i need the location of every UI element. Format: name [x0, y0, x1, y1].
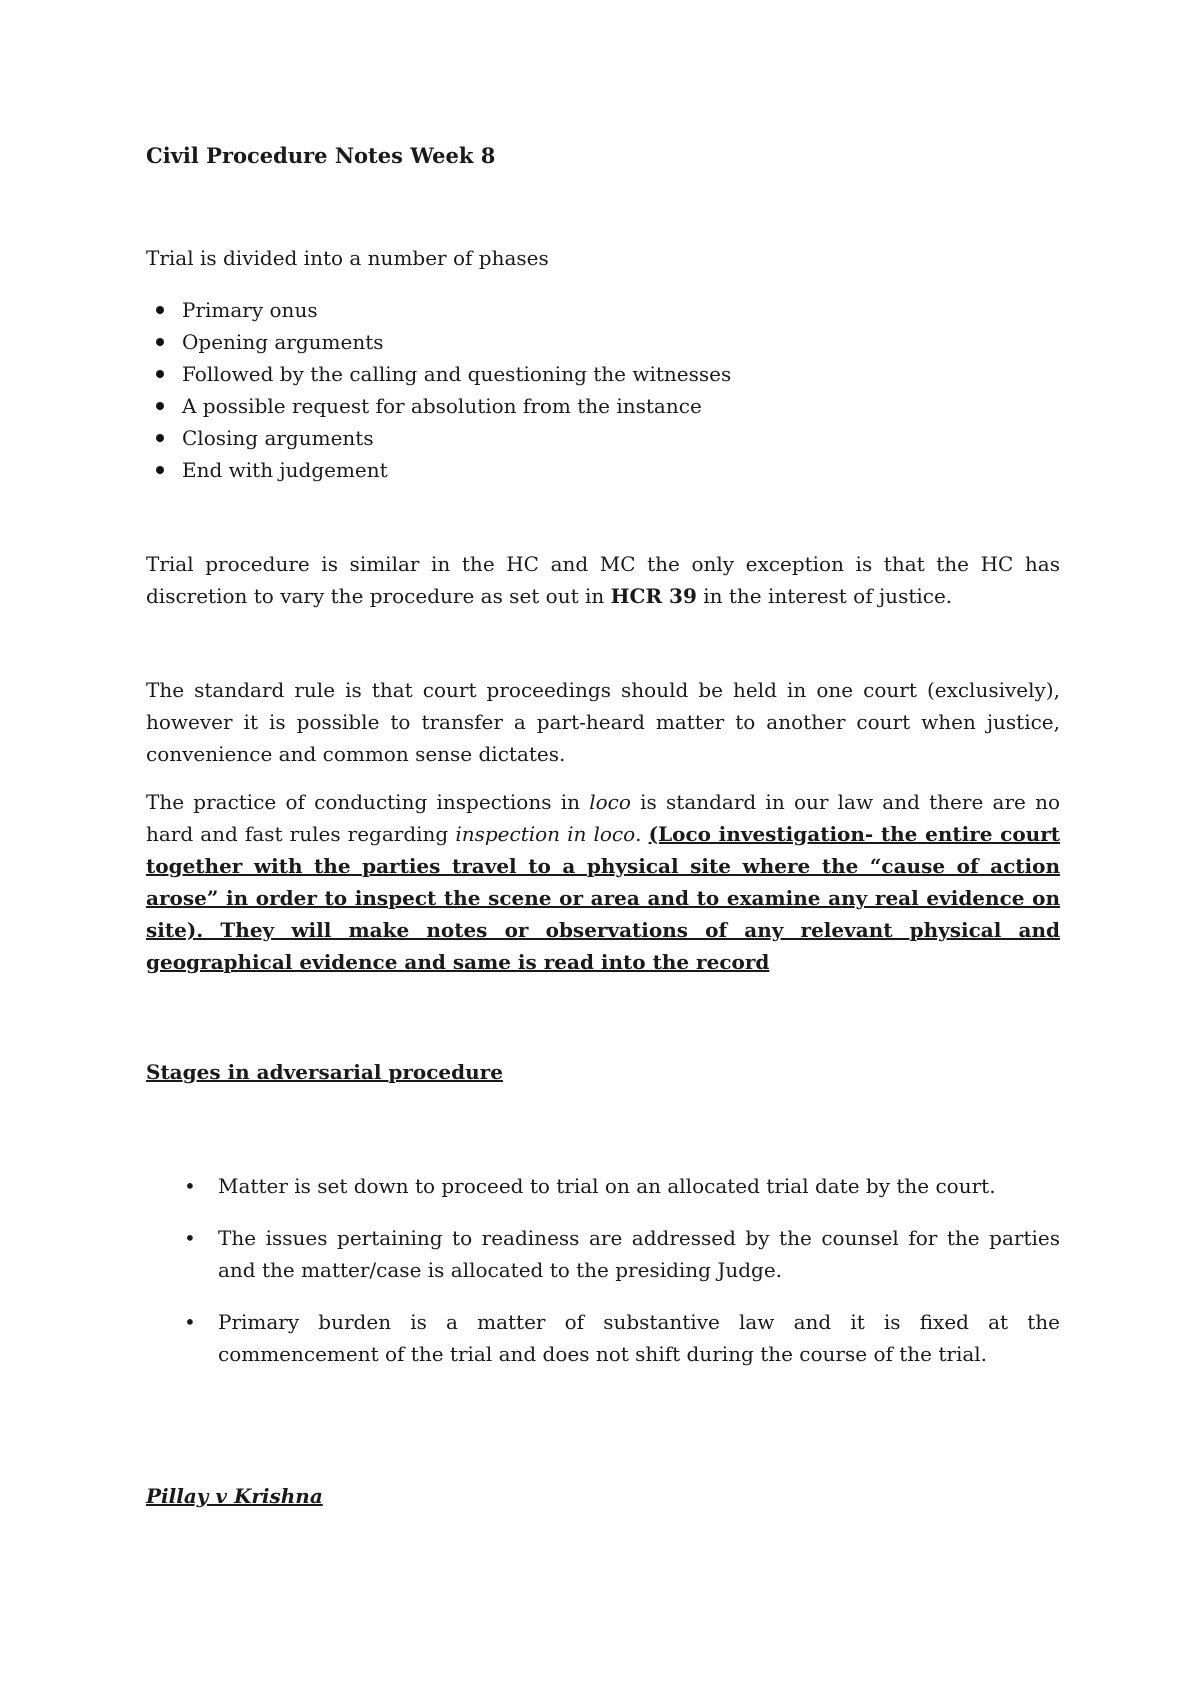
document-page: [146, 140, 1060, 1512]
phases-intro: Trial is divided into a number of phases: [146, 246, 549, 270]
bullet-icon: [156, 306, 164, 314]
bullet-icon: [156, 466, 164, 474]
phases-list: [146, 294, 1060, 486]
bullet-icon: [156, 434, 164, 442]
list-item: • Primary burden is a matter of substantive law and it is fixed at the commencement of the trial and does not shift during the course of the trial.: [146, 1306, 1060, 1370]
bullet-icon: •: [184, 1310, 196, 1334]
case-heading: Pillay v Krishna: [146, 1484, 323, 1508]
list-item: Primary onus: [146, 294, 1060, 326]
paragraph-trial-procedure: Trial procedure is similar in the HC and MC the only exception is that the HC has discretion to vary the procedure as set out in HCR 39 in the interest of justice.: [146, 552, 1060, 608]
list-item: • Matter is set down to proceed to trial on an allocated trial date by the court.: [146, 1170, 1060, 1202]
list-item: • The issues pertaining to readiness are addressed by the counsel for the parties and the matter/case is allocated to the presiding Judge.: [146, 1222, 1060, 1286]
bullet-icon: •: [184, 1174, 196, 1198]
stages-heading: Stages in adversarial procedure: [146, 1060, 503, 1084]
document-title: Civil Procedure Notes Week 8: [146, 143, 496, 168]
loco-investigation-definition: (Loco investigation- the entire court together with the parties travel to a physical site where the “cause of action arose” in order to inspect the scene or area and to examine any real evidence on site). They will make notes or observations of any relevant physical and geographical evidence and same is read into the record: [146, 822, 1060, 974]
paragraph-inspection-in-loco: The practice of conducting inspections in loco is standard in our law and there are no hard and fast rules regarding inspection in loco. (Loco investigation- the entire court together with the parties travel to a physical site where the “cause of action arose” in order to inspect the scene or area and to examine any real evidence on site). They will make notes or observations of any relevant physical and geographical evidence and same is read into the record: [146, 790, 1060, 974]
bullet-icon: [156, 338, 164, 346]
list-item: Followed by the calling and questioning the witnesses: [146, 358, 1060, 390]
bullet-icon: •: [184, 1226, 196, 1250]
list-item: Opening arguments: [146, 326, 1060, 358]
list-item: Closing arguments: [146, 422, 1060, 454]
rule-reference: HCR 39: [610, 584, 697, 608]
paragraph-standard-rule: The standard rule is that court proceedings should be held in one court (exclusively), however it is possible to transfer a part-heard matter to another court when justice, convenience and common sense dictates.: [146, 678, 1060, 766]
bullet-icon: [156, 370, 164, 378]
list-item: End with judgement: [146, 454, 1060, 486]
bullet-icon: [156, 402, 164, 410]
list-item: A possible request for absolution from the instance: [146, 390, 1060, 422]
stages-list: [146, 1170, 1060, 1370]
